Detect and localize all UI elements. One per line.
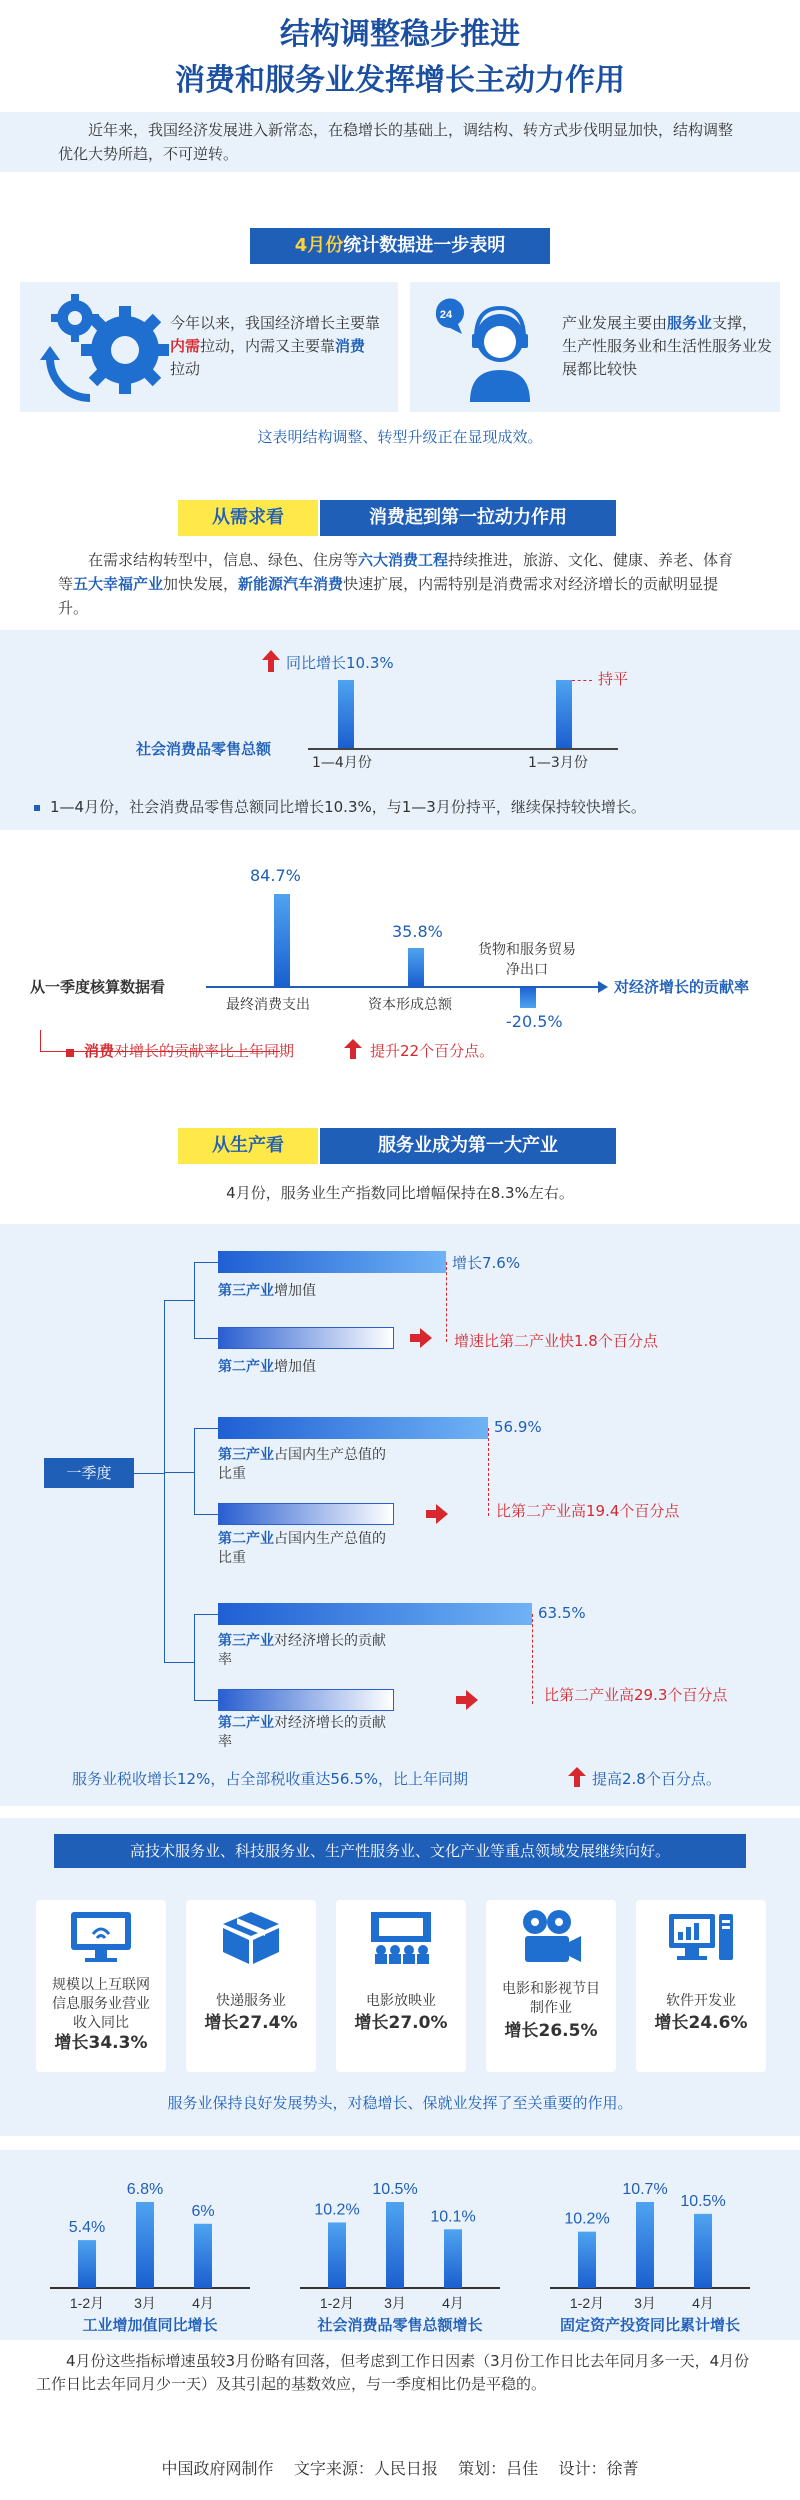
g2-arrow-icon — [436, 1504, 448, 1524]
g3-arrow-stem — [456, 1696, 466, 1704]
g1-arrow-stem — [410, 1334, 420, 1342]
service-card-4-label: 电影和影视节目制作业 — [502, 1981, 600, 2016]
contrib-value-3: -20.5% — [506, 1012, 563, 1031]
tax-up-arrow-icon — [568, 1767, 586, 1787]
section3-title: 服务业成为第一大产业 — [320, 1128, 616, 1164]
s2-para-p1: 在需求结构转型中，信息、绿色、住房等 — [88, 551, 359, 569]
service-card-2-value: 增长27.4% — [204, 2013, 298, 2033]
service-card-1 — [36, 1900, 166, 2072]
section3-subtitle: 4月份，服务业生产指数同比增幅保持在8.3%左右。 — [226, 1184, 574, 1202]
section1-summary: 这表明结构调整、转型升级正在显现成效。 — [257, 428, 543, 446]
indicator-chart-2-bar-2 — [386, 2202, 404, 2288]
section3-tag: 从生产看 — [178, 1128, 318, 1164]
contrib-bar-2 — [408, 948, 424, 986]
retail-growth-label: 同比增长10.3% — [286, 654, 394, 672]
service-card-3 — [336, 1900, 466, 2072]
g2-row-a-rest: 占国内生产总值的比重 — [218, 1447, 386, 1482]
g1-arrow-icon — [420, 1328, 432, 1348]
card-right-pre: 产业发展主要由 — [562, 314, 668, 332]
g2-v — [194, 1428, 195, 1514]
contrib-up-arrow-icon — [344, 1039, 362, 1059]
tax-note-pre: 服务业税收增长12%，占全部税收重达56.5%，比上年同期 — [72, 1770, 468, 1788]
g2-dashed — [488, 1428, 489, 1516]
contrib-axis-label: 对经济增长的贡献率 — [614, 978, 750, 996]
g1-row-b-hl: 第二产业 — [218, 1359, 274, 1375]
retail-bar-1 — [338, 680, 354, 748]
tree-trunk-h — [134, 1473, 164, 1474]
s2-para-hl2: 五大幸福产业 — [73, 575, 164, 593]
g2-h1 — [194, 1428, 218, 1429]
section2-tag: 从需求看 — [178, 500, 318, 536]
contrib-bar-1 — [274, 894, 290, 986]
g1-v — [194, 1262, 195, 1338]
retail-note-bullet — [34, 805, 40, 811]
g2-note: 比第二产业高19.4个百分点 — [496, 1502, 680, 1520]
g1-row-a-rest: 增加值 — [274, 1283, 316, 1299]
g3-dashed — [532, 1614, 533, 1704]
section1-title — [250, 228, 550, 264]
services-banner: 高技术服务业、科技服务业、生产性服务业、文化产业等重点领域发展继续向好。 — [54, 1834, 746, 1868]
indicator-chart-2-bar-3 — [444, 2229, 462, 2288]
gears-icon — [30, 288, 180, 406]
contrib-note-hl: 消费 — [84, 1042, 115, 1060]
indicator-chart-2-value-1: 10.2% — [314, 2201, 360, 2219]
q1-label: 从一季度核算数据看 — [30, 978, 166, 996]
indicator-chart-1-cat-2: 3月 — [134, 2295, 156, 2311]
g3-row-a-rest: 对经济增长的贡献率 — [218, 1633, 386, 1668]
g1-bar-secondary — [218, 1327, 394, 1349]
g1-row-a-hl: 第三产业 — [218, 1283, 274, 1299]
card-left-hl2: 消费 — [335, 337, 366, 355]
contrib-note — [84, 1040, 294, 1061]
retail-flat-label: 持平 — [598, 670, 629, 688]
card-right-hl: 服务业 — [667, 314, 713, 332]
indicator-chart-2-value-2: 10.5% — [372, 2181, 418, 2198]
s2-para-hl3: 新能源汽车消费 — [238, 575, 344, 593]
g3-bar-tertiary — [218, 1603, 532, 1625]
g2-value: 56.9% — [494, 1418, 542, 1436]
indicator-chart-3-value-2: 10.7% — [622, 2181, 668, 2198]
service-card-5-label: 软件开发业 — [666, 1993, 736, 2009]
contrib-value-2: 35.8% — [392, 922, 443, 941]
indicator-chart-3-cat-3: 4月 — [692, 2295, 714, 2311]
monitor-icon — [69, 1910, 133, 1964]
page-title-line1: 结构调整稳步推进 — [280, 17, 520, 52]
indicator-chart-3-value-3: 10.5% — [680, 2192, 726, 2210]
g1-note: 增速比第二产业快1.8个百分点 — [454, 1332, 658, 1350]
indicator-chart-3-bar-2 — [636, 2202, 654, 2288]
g3-bar-secondary — [218, 1689, 394, 1711]
retail-label: 社会消费品零售总额 — [136, 740, 272, 758]
indicator-chart-2-label: 社会消费品零售总额增长 — [317, 2317, 483, 2334]
tree-br2 — [164, 1472, 194, 1473]
indicator-chart-3-cat-2: 3月 — [634, 2295, 656, 2311]
contrib-value-1: 84.7% — [250, 866, 301, 885]
retail-up-arrow-icon — [262, 650, 280, 672]
g3-v — [194, 1614, 195, 1700]
g2-row-b-hl: 第二产业 — [218, 1531, 274, 1547]
tax-note — [72, 1768, 468, 1789]
g2-arrow-stem — [426, 1510, 436, 1518]
page-title-line2: 消费和服务业发挥增长主动力作用 — [175, 63, 625, 98]
indicator-chart-3-bar-1 — [578, 2232, 596, 2288]
service-card-5-value: 增长24.6% — [654, 2013, 748, 2033]
g2-row-b-rest: 占国内生产总值的比重 — [218, 1531, 386, 1566]
contrib-cat-3-label: 货物和服务贸易净出口 — [478, 942, 576, 978]
indicator-chart-3-cat-1: 1-2月 — [569, 2295, 605, 2311]
g1-row-b-rest: 增加值 — [274, 1359, 316, 1375]
service-card-1-value: 增长34.3% — [54, 2033, 148, 2053]
service-card-1-label: 规模以上互联网信息服务业营业收入同比 — [52, 1977, 150, 2031]
indicator-chart-2-bar-1 — [328, 2222, 346, 2288]
s2-para-p3: 加快发展， — [163, 575, 239, 593]
tree-trunk-v — [164, 1300, 165, 1662]
retail-note: 1—4月份，社会消费品零售总额同比增长10.3%，与1—3月份持平，继续保持较快增长。 — [50, 798, 646, 816]
section1-title-rest: 统计数据进一步表明 — [343, 235, 506, 256]
section2-para — [58, 548, 748, 620]
card-right-text — [562, 312, 772, 381]
computer-icon — [667, 1910, 735, 1966]
g3-row-b-rest: 对经济增长的贡献率 — [218, 1715, 386, 1750]
film-camera-icon — [519, 1908, 583, 1966]
contrib-bar-3 — [520, 986, 536, 1008]
card-left-mid: 拉动，内需又主要靠 — [200, 337, 336, 355]
indicator-chart-1-value-2: 6.8% — [126, 2181, 164, 2198]
contrib-axis-arrow — [598, 981, 608, 993]
retail-period-2: 1—3月份 — [528, 755, 588, 771]
contrib-cat-2: 资本形成总额 — [368, 997, 452, 1013]
indicator-charts — [0, 2150, 800, 2340]
indicator-chart-3-value-1: 10.2% — [564, 2210, 610, 2228]
g3-note: 比第二产业高29.3个百分点 — [544, 1686, 728, 1704]
g3-row-b-hl: 第二产业 — [218, 1715, 274, 1731]
g1-row-b — [218, 1356, 316, 1376]
indicator-chart-1-value-3: 6% — [191, 2202, 215, 2220]
indicator-chart-2-cat-3: 4月 — [442, 2295, 464, 2311]
g1-row-a — [218, 1280, 316, 1300]
retail-bar-2 — [556, 680, 572, 748]
section1-title-highlight: 4月份 — [294, 235, 344, 256]
g1-h2 — [194, 1338, 218, 1339]
indicator-chart-1-label: 工业增加值同比增长 — [82, 2317, 218, 2334]
g2-row-a-hl: 第三产业 — [218, 1447, 274, 1463]
g3-row-a — [218, 1632, 388, 1670]
card-right-post: 支撑，生产性服务业和生活性服务业发展都比较快 — [562, 314, 773, 378]
contrib-bracket-dot — [66, 1049, 74, 1057]
icon-24-text: 24 — [439, 309, 453, 321]
g3-row-b — [218, 1714, 388, 1752]
service-card-4-value: 增长26.5% — [504, 2021, 598, 2041]
package-icon — [221, 1910, 281, 1966]
contrib-cat-1: 最终消费支出 — [226, 997, 310, 1013]
closing-text: 4月份这些指标增速虽较3月份略有回落，但考虑到工作日因素（3月份工作日比去年同月多一天，4月份工作日比去年同月少一天）及其引起的基数效应，与一季度相比仍是平稳的。 — [36, 2352, 750, 2393]
g3-row-a-hl: 第三产业 — [218, 1633, 274, 1649]
g2-bar-secondary — [218, 1503, 394, 1525]
g2-bar-tertiary — [218, 1417, 488, 1439]
cinema-icon — [369, 1910, 433, 1966]
card-left-hl1: 内需 — [170, 337, 201, 355]
tax-note-post: 提高2.8个百分点。 — [592, 1770, 721, 1788]
s2-para-hl1: 六大消费工程 — [358, 551, 449, 569]
tree-br1 — [164, 1300, 194, 1301]
g2-h2 — [194, 1514, 218, 1515]
retail-flat-line — [572, 680, 592, 681]
service-card-5 — [636, 1900, 766, 2072]
s2-para-p2: 持续推进，旅游、文化、健康、养老、体育等 — [58, 551, 734, 593]
indicator-chart-2-value-3: 10.1% — [430, 2208, 476, 2226]
indicator-chart-1-bar-1 — [78, 2240, 96, 2288]
indicator-chart-1-bar-2 — [136, 2202, 154, 2288]
card-left-pre: 今年以来，我国经济增长主要靠 — [170, 314, 381, 332]
indicator-chart-3-bar-3 — [694, 2214, 712, 2288]
contrib-note-mid: 对增长的贡献率比上年同期 — [114, 1042, 295, 1060]
root-node: 一季度 — [44, 1458, 134, 1488]
indicator-chart-3-label: 固定资产投资同比累计增长 — [559, 2317, 741, 2334]
card-left — [20, 282, 398, 412]
indicator-chart-1-cat-3: 4月 — [192, 2295, 214, 2311]
g2-row-a — [218, 1446, 388, 1484]
indicator-chart-2-cat-1: 1-2月 — [319, 2295, 355, 2311]
industry-band — [0, 1224, 800, 1806]
retail-baseline — [308, 748, 618, 750]
g2-row-b — [218, 1530, 388, 1568]
service-card-3-label: 电影放映业 — [366, 1993, 436, 2009]
customer-service-icon — [422, 290, 552, 402]
footer-credits: 中国政府网制作 文字来源：人民日报 策划：吕佳 设计：徐菁 — [161, 2459, 639, 2478]
s2-para-p4: 快速扩展，内需特别是消费需求对经济增长的贡献明显提升。 — [58, 575, 719, 617]
g3-h2 — [194, 1700, 218, 1701]
service-card-2-label: 快递服务业 — [216, 1993, 286, 2009]
service-card-3-value: 增长27.0% — [354, 2013, 448, 2033]
service-card-2 — [186, 1900, 316, 2072]
section4-summary: 服务业保持良好发展势头，对稳增长、保就业发挥了至关重要的作用。 — [167, 2094, 633, 2112]
g3-h1 — [194, 1614, 218, 1615]
g1-h1 — [194, 1262, 218, 1263]
indicator-chart-2-cat-2: 3月 — [384, 2295, 406, 2311]
g1-value: 增长7.6% — [452, 1254, 521, 1272]
contrib-note-post: 提升22个百分点。 — [370, 1042, 495, 1060]
contrib-baseline — [206, 986, 606, 988]
g1-bar-tertiary — [218, 1251, 446, 1273]
section2-title: 消费起到第一拉动力作用 — [320, 500, 616, 536]
g3-value: 63.5% — [538, 1604, 586, 1622]
g3-arrow-icon — [466, 1690, 478, 1710]
g1-dashed — [446, 1262, 447, 1342]
intro-text: 近年来，我国经济发展进入新常态，在稳增长的基础上，调结构、转方式步伐明显加快，结构调整优化大势所趋，不可逆转。 — [58, 121, 734, 163]
card-left-text — [170, 312, 380, 381]
indicator-chart-1-bar-3 — [194, 2224, 212, 2288]
tree-br3 — [164, 1662, 194, 1663]
indicator-chart-1-cat-1: 1-2月 — [69, 2295, 105, 2311]
card-right — [410, 282, 780, 412]
card-left-post: 拉动 — [170, 360, 201, 378]
indicator-chart-1-value-1: 5.4% — [68, 2219, 106, 2237]
retail-period-1: 1—4月份 — [312, 755, 372, 771]
service-card-4 — [486, 1900, 616, 2072]
